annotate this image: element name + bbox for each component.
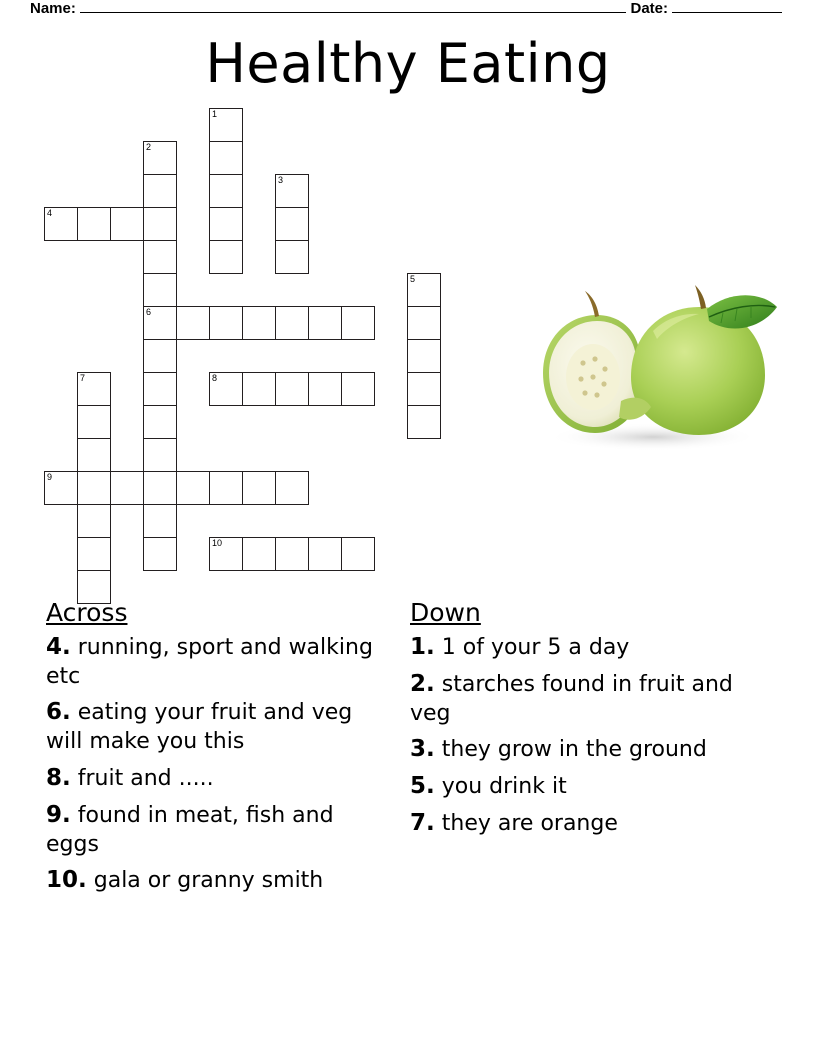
crossword-cell[interactable] (209, 537, 243, 571)
cell-number: 2 (146, 142, 152, 152)
crossword-cell[interactable] (407, 273, 441, 307)
crossword-cell[interactable] (242, 372, 276, 406)
clue-text: found in meat, fish and eggs (46, 802, 334, 857)
clue-number: 5. (410, 773, 435, 800)
crossword-cell[interactable] (275, 174, 309, 208)
crossword-cell[interactable] (110, 207, 144, 241)
crossword-cell[interactable] (209, 240, 243, 274)
crossword-cell[interactable] (143, 372, 177, 406)
crossword-cell[interactable] (275, 372, 309, 406)
crossword-cell[interactable] (341, 372, 375, 406)
crossword-cell[interactable] (143, 504, 177, 538)
crossword-cell[interactable] (77, 405, 111, 439)
cell-number: 3 (278, 175, 284, 185)
crossword-cell[interactable] (275, 207, 309, 241)
crossword-cell[interactable] (209, 141, 243, 175)
crossword-cell[interactable] (77, 537, 111, 571)
clue-text: you drink it (441, 774, 567, 800)
clue-across-4 (46, 801, 386, 859)
crossword-cell[interactable] (209, 471, 243, 505)
clue-number: 3. (410, 736, 435, 763)
crossword-cell[interactable] (143, 339, 177, 373)
cell-number: 5 (410, 274, 416, 284)
crossword-cell[interactable] (143, 273, 177, 307)
crossword-cell[interactable] (275, 471, 309, 505)
crossword-cell[interactable] (143, 405, 177, 439)
crossword-cell[interactable] (209, 306, 243, 340)
crossword-cell[interactable] (143, 537, 177, 571)
crossword-cell[interactable] (77, 207, 111, 241)
crossword-cell[interactable] (77, 504, 111, 538)
clue-across-3 (46, 764, 386, 794)
crossword-cell[interactable] (77, 438, 111, 472)
crossword-cell[interactable] (143, 174, 177, 208)
crossword-cell[interactable] (308, 306, 342, 340)
across-clues-column (46, 598, 386, 903)
clue-number: 4. (46, 634, 71, 660)
clue-number: 6. (46, 699, 71, 726)
cell-number: 9 (47, 472, 53, 482)
clue-text: starches found in fruit and veg (410, 671, 733, 726)
crossword-cell[interactable] (242, 537, 276, 571)
down-clues-column (410, 598, 750, 846)
crossword-cell[interactable] (209, 174, 243, 208)
crossword-cell[interactable] (176, 471, 210, 505)
down-heading: Down (410, 598, 481, 627)
crossword-cell[interactable] (143, 240, 177, 274)
name-label: Name: (30, 0, 76, 17)
crossword-cell[interactable] (176, 306, 210, 340)
crossword-cell[interactable] (407, 339, 441, 373)
crossword-cell[interactable] (275, 537, 309, 571)
clue-across-1 (46, 633, 386, 691)
clue-text: eating your fruit and veg will make you this (46, 700, 353, 755)
crossword-cell[interactable] (209, 108, 243, 142)
date-label: Date: (630, 0, 668, 17)
guava-fruit-image (525, 285, 785, 455)
crossword-cell[interactable] (44, 207, 78, 241)
crossword-cell[interactable] (143, 471, 177, 505)
crossword-cell[interactable] (143, 306, 177, 340)
page-title: Healthy Eating (205, 32, 611, 95)
crossword-cell[interactable] (143, 141, 177, 175)
clue-down-5 (410, 809, 750, 839)
crossword-cell[interactable] (110, 471, 144, 505)
cell-number: 6 (146, 307, 152, 317)
crossword-cell[interactable] (44, 471, 78, 505)
crossword-cell[interactable] (77, 372, 111, 406)
clue-number: 10. (46, 867, 87, 894)
crossword-cell[interactable] (341, 306, 375, 340)
clue-text: fruit and ..... (77, 765, 214, 791)
clue-down-2 (410, 670, 750, 728)
crossword-grid (44, 108, 444, 590)
clue-down-3 (410, 735, 750, 765)
crossword-cell[interactable] (308, 537, 342, 571)
crossword-cell[interactable] (209, 207, 243, 241)
crossword-cell[interactable] (407, 306, 441, 340)
clue-across-2 (46, 698, 386, 756)
clue-down-1 (410, 633, 750, 663)
cell-number: 10 (212, 538, 223, 548)
clue-number: 7. (410, 810, 435, 837)
crossword-cell[interactable] (143, 207, 177, 241)
clue-text: gala or granny smith (93, 868, 324, 894)
clue-down-4 (410, 772, 750, 802)
crossword-cell[interactable] (77, 471, 111, 505)
crossword-cell[interactable] (143, 438, 177, 472)
whole-guava (631, 285, 777, 435)
across-heading: Across (46, 598, 128, 627)
clue-text: they are orange (441, 811, 618, 837)
clue-number: 2. (410, 670, 435, 697)
crossword-cell[interactable] (242, 306, 276, 340)
clue-number: 1. (410, 634, 435, 660)
crossword-cell[interactable] (341, 537, 375, 571)
crossword-cell[interactable] (407, 372, 441, 406)
name-date-header (30, 0, 786, 22)
crossword-cell[interactable] (407, 405, 441, 439)
name-write-line (80, 1, 627, 13)
clue-text: they grow in the ground (441, 737, 707, 763)
crossword-cell[interactable] (275, 240, 309, 274)
crossword-cell[interactable] (209, 372, 243, 406)
crossword-cell[interactable] (308, 372, 342, 406)
clue-text: running, sport and walking etc (46, 635, 373, 689)
cell-number: 8 (212, 373, 218, 383)
date-write-line (672, 1, 782, 13)
crossword-cell[interactable] (275, 306, 309, 340)
clue-number: 9. (46, 801, 71, 828)
cell-number: 7 (80, 373, 86, 383)
crossword-cell[interactable] (242, 471, 276, 505)
cell-number: 4 (47, 208, 53, 218)
clue-number: 8. (46, 764, 71, 791)
cell-number: 1 (212, 109, 218, 119)
clue-text: 1 of your 5 a day (441, 635, 630, 660)
clue-across-5 (46, 866, 386, 896)
